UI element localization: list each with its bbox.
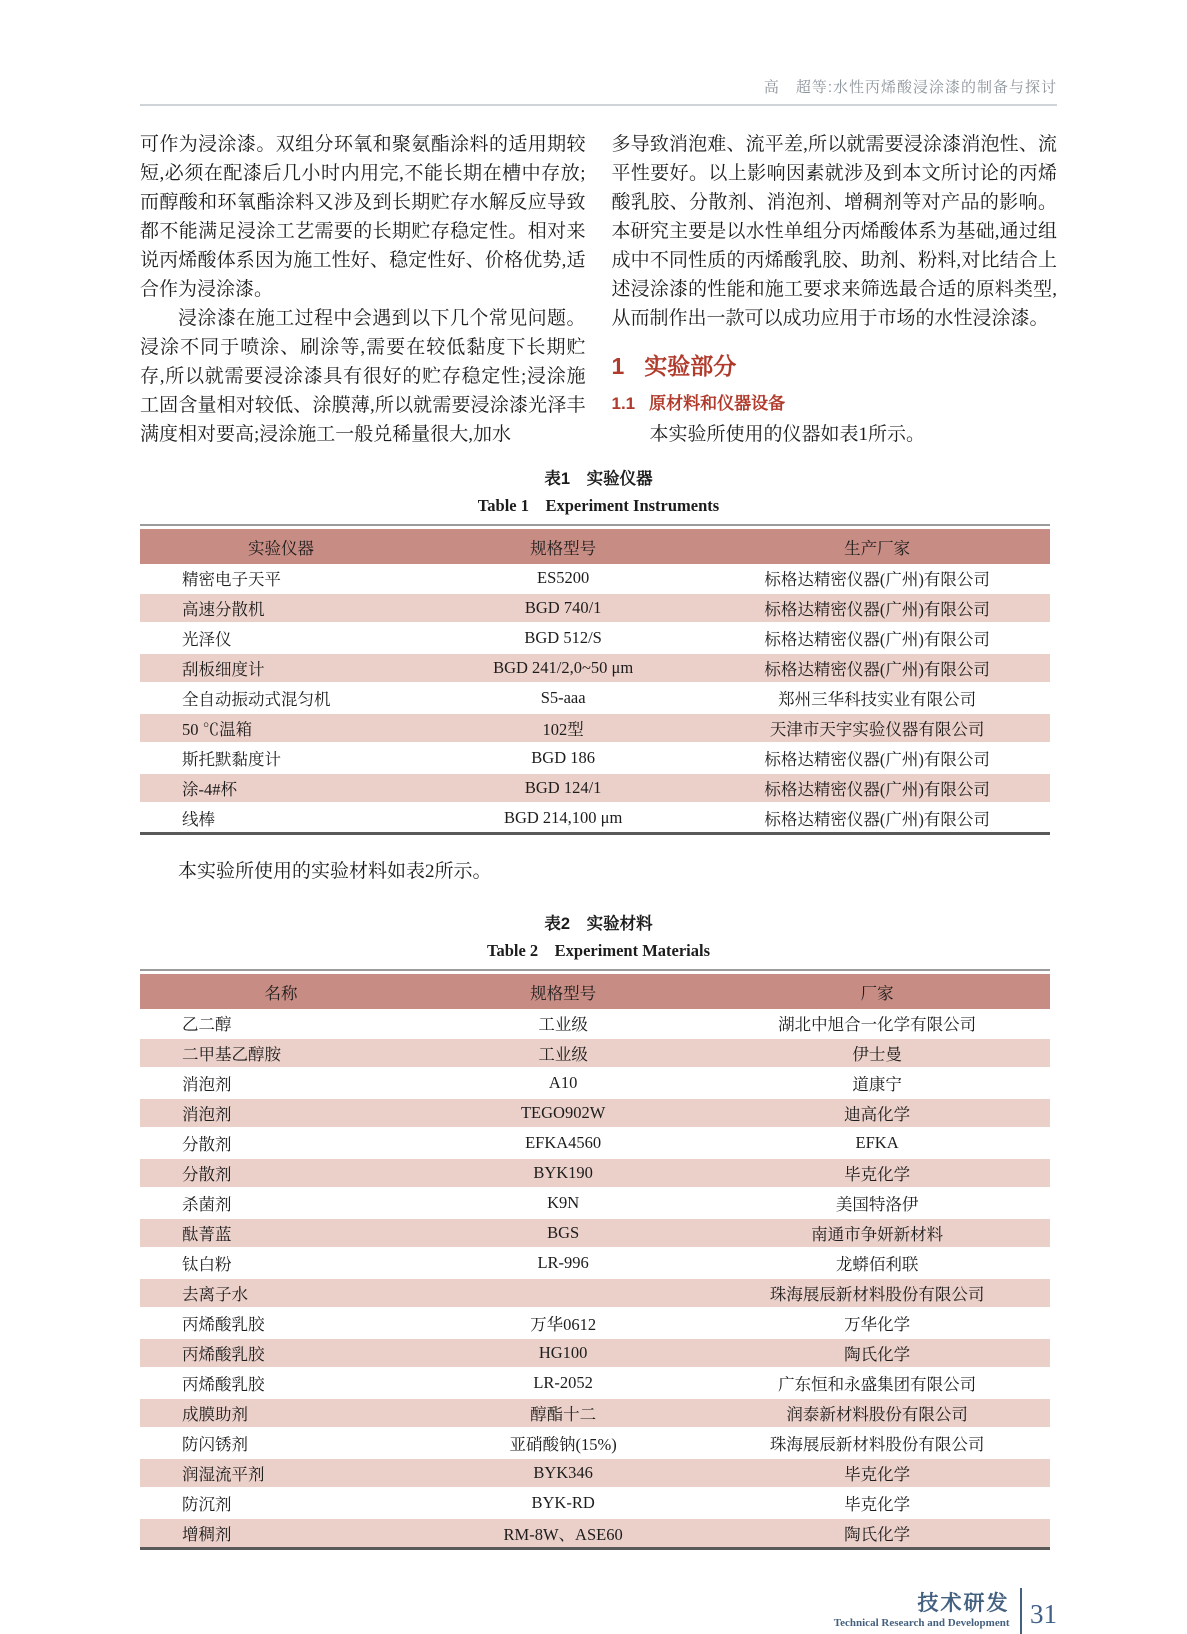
table-cell: 全自动振动式混匀机	[182, 690, 331, 709]
materials-table	[140, 974, 1050, 1550]
left-column	[140, 130, 586, 449]
table-cell: 防闪锈剂	[182, 1435, 248, 1454]
table-cell: 标格达精密仪器(广州)有限公司	[764, 570, 990, 589]
table-cell: 毕克化学	[844, 1495, 911, 1514]
table-cell: BGD 241/2,0~50 μm	[493, 658, 634, 677]
table-row	[140, 653, 1050, 683]
page-footer	[140, 1588, 1057, 1634]
column-header: 规格型号	[422, 529, 704, 564]
table-cell: 消泡剂	[182, 1105, 232, 1124]
table-cell: 标格达精密仪器(广州)有限公司	[764, 780, 990, 799]
footer-section-cn: 技术研发	[917, 1592, 1010, 1615]
table-cell: 分散剂	[182, 1135, 232, 1154]
table-cell: 光泽仪	[182, 630, 232, 649]
table-cell: 标格达精密仪器(广州)有限公司	[764, 660, 990, 679]
table-cell: 工业级	[538, 1015, 588, 1034]
table-cell: 标格达精密仪器(广州)有限公司	[764, 630, 990, 649]
subsection-heading	[612, 389, 1058, 414]
table-row	[140, 1218, 1050, 1248]
table-cell: 消泡剂	[182, 1075, 232, 1094]
table-cell: LR-996	[537, 1253, 589, 1272]
table-row	[140, 683, 1050, 713]
table-cell: 龙蟒佰利联	[835, 1255, 919, 1274]
table-row	[140, 713, 1050, 743]
table2-wrap	[140, 969, 1050, 1550]
table-cell: K9N	[547, 1193, 580, 1212]
table-cell: 标格达精密仪器(广州)有限公司	[764, 810, 990, 829]
table-cell: 50 ℃温箱	[182, 720, 253, 739]
table-cell: EFKA	[855, 1133, 899, 1152]
table-cell: 润泰新材料股份有限公司	[786, 1405, 968, 1424]
table-row	[140, 1128, 1050, 1158]
table-row	[140, 1338, 1050, 1368]
table-cell: 珠海展辰新材料股份有限公司	[769, 1435, 985, 1454]
table1-wrap	[140, 524, 1050, 835]
table-cell: 天津市天宇实验仪器有限公司	[769, 720, 985, 739]
table-row	[140, 1518, 1050, 1549]
table-cell: ES5200	[537, 568, 590, 587]
table-cell: 美国特洛伊	[835, 1195, 919, 1214]
table-row	[140, 1248, 1050, 1278]
table-cell: 酞菁蓝	[182, 1225, 232, 1244]
table-cell: 醇酯十二	[530, 1405, 597, 1424]
table-cell: 南通市争妍新材料	[811, 1225, 944, 1244]
table-cell: 增稠剂	[182, 1525, 232, 1544]
table-cell: 杀菌剂	[182, 1195, 232, 1214]
table-cell: 万华0612	[530, 1315, 597, 1334]
running-head-text: 高 超等:水性丙烯酸浸涂漆的制备与探讨	[763, 79, 1057, 96]
table-cell: 去离子水	[182, 1285, 248, 1304]
two-column-body	[140, 130, 1057, 449]
table-cell: 斯托默黏度计	[182, 750, 281, 769]
table-cell: 刮板细度计	[182, 660, 265, 679]
table-cell: 标格达精密仪器(广州)有限公司	[764, 600, 990, 619]
section-number: 1	[611, 353, 625, 379]
table-cell: BGD 740/1	[524, 598, 602, 617]
table-cell: 线棒	[182, 810, 215, 829]
table-cell: A10	[548, 1073, 578, 1092]
table-cell: TEGO902W	[520, 1103, 606, 1122]
table-cell: 分散剂	[182, 1165, 232, 1184]
column-header: 生产厂家	[704, 529, 1050, 564]
table-cell: 陶氏化学	[844, 1345, 911, 1364]
table-cell: 丙烯酸乳胶	[182, 1375, 265, 1394]
footer-section-en: Technical Research and Development	[833, 1617, 1010, 1629]
table-cell: 标格达精密仪器(广州)有限公司	[764, 750, 990, 769]
body-paragraph: 多导致消泡难、流平差,所以就需要浸涂漆消泡性、流平性要好。以上影响因素就涉及到本文所讨论的丙烯酸乳胶、分散剂、消泡剂、增稠剂等对产品的影响。本研究主要是以水性单组分丙烯酸体系为基础,通过组成中不同性质的丙烯酸乳胶、助剂、粉料,对比结合上述浸涂漆的性能和施工要求来筛选最合适的原料类型,从而制作出一款可以成功应用于市场的水性浸涂漆。	[611, 134, 1057, 329]
page-number: 31	[1030, 1598, 1057, 1629]
column-header: 名称	[140, 974, 422, 1009]
table-cell: 精密电子天平	[182, 570, 281, 589]
table-cell: 湖北中旭合一化学有限公司	[778, 1015, 977, 1034]
table-cell: 钛白粉	[182, 1255, 232, 1274]
table-cell	[422, 1278, 704, 1308]
table-row	[140, 743, 1050, 773]
table1-caption-en: Table 1 Experiment Instruments	[477, 496, 720, 515]
table-row	[140, 1158, 1050, 1188]
table-header-row	[140, 529, 1050, 564]
table-row	[140, 1188, 1050, 1218]
table-cell: 广东恒和永盛集团有限公司	[778, 1375, 977, 1394]
instruments-table	[140, 529, 1050, 835]
table-cell: 万华化学	[844, 1315, 911, 1334]
table-cell: 高速分散机	[182, 600, 265, 619]
body-paragraph: 本实验所使用的实验材料如表2所示。	[178, 861, 492, 882]
column-header: 厂家	[704, 974, 1050, 1009]
table-cell: 亚硝酸钠(15%)	[509, 1435, 617, 1454]
table-cell: EFKA4560	[525, 1133, 602, 1152]
table-row	[140, 1068, 1050, 1098]
table-cell: BGD 512/S	[524, 628, 602, 647]
table-row	[140, 1368, 1050, 1398]
table-cell: BGD 186	[531, 748, 595, 767]
table-cell: 二甲基乙醇胺	[182, 1045, 281, 1064]
footer-divider	[1020, 1588, 1023, 1634]
table-cell: 道康宁	[852, 1075, 902, 1094]
footer-section-name	[834, 1592, 1010, 1630]
table-row	[140, 564, 1050, 593]
table-cell: 珠海展辰新材料股份有限公司	[769, 1285, 985, 1304]
table-cell: BYK-RD	[531, 1493, 595, 1512]
table-cell: 乙二醇	[182, 1015, 232, 1034]
table-cell: BGD 214,100 μm	[503, 808, 623, 827]
table-row	[140, 1458, 1050, 1488]
running-head	[140, 0, 1057, 106]
column-header: 规格型号	[422, 974, 704, 1009]
table-row	[140, 623, 1050, 653]
subsection-title: 原材料和仪器设备	[649, 394, 786, 413]
table-row	[140, 1488, 1050, 1518]
body-paragraph: 本实验所使用的仪器如表1所示。	[649, 424, 926, 445]
table1-caption-cn: 表1 实验仪器	[544, 470, 653, 488]
table-cell: RM-8W、ASE60	[503, 1525, 623, 1544]
table-cell: 防沉剂	[182, 1495, 232, 1514]
table-row	[140, 1308, 1050, 1338]
table-cell: 毕克化学	[844, 1465, 911, 1484]
table-cell: 工业级	[538, 1045, 588, 1064]
right-column	[612, 130, 1058, 449]
section-title: 实验部分	[644, 353, 737, 379]
table-cell: BYK346	[533, 1463, 593, 1482]
table-cell: 丙烯酸乳胶	[182, 1315, 265, 1334]
table-cell: 迪高化学	[844, 1105, 911, 1124]
table-row	[140, 803, 1050, 834]
table2-block	[140, 910, 1057, 1550]
table-row	[140, 1009, 1050, 1038]
table-cell: HG100	[538, 1343, 588, 1362]
table-cell: LR-2052	[533, 1373, 593, 1392]
column-header: 实验仪器	[140, 529, 422, 564]
table-row	[140, 1098, 1050, 1128]
table-header-row	[140, 974, 1050, 1009]
table-cell: 伊士曼	[852, 1045, 902, 1064]
table1-block	[140, 465, 1057, 835]
table-cell: 102型	[542, 720, 584, 739]
table-cell: 毕克化学	[844, 1165, 911, 1184]
table2-caption-cn: 表2 实验材料	[544, 915, 653, 933]
table-cell: BYK190	[533, 1163, 593, 1182]
body-paragraph: 浸涂漆在施工过程中会遇到以下几个常见问题。浸涂不同于喷涂、刷涂等,需要在较低黏度下长期贮存,所以就需要浸涂漆具有很好的贮存稳定性;浸涂施工固含量相对较低、涂膜薄,所以就需要浸涂漆光泽丰满度相对要高;浸涂施工一般兑稀量很大,加水	[140, 308, 586, 445]
table-row	[140, 1428, 1050, 1458]
table-row	[140, 1278, 1050, 1308]
body-paragraph: 可作为浸涂漆。双组分环氧和聚氨酯涂料的适用期较短,必须在配漆后几小时内用完,不能长期在槽中存放;而醇酸和环氧酯涂料又涉及到长期贮存水解反应导致都不能满足浸涂工艺需要的长期贮存稳定性。相对来说丙烯酸体系因为施工性好、稳定性好、价格优势,适合作为浸涂漆。	[140, 134, 586, 300]
table-cell: BGD 124/1	[524, 778, 602, 797]
table-cell: 涂-4#杯	[182, 780, 237, 799]
table-row	[140, 773, 1050, 803]
table-cell: S5-aaa	[540, 688, 586, 707]
subsection-number: 1.1	[611, 394, 636, 413]
table-row	[140, 593, 1050, 623]
table-cell: 丙烯酸乳胶	[182, 1345, 265, 1364]
section-heading	[612, 348, 1058, 381]
table-cell: 陶氏化学	[844, 1525, 911, 1544]
table-cell: 成膜助剂	[182, 1405, 248, 1424]
table2-caption-en: Table 2 Experiment Materials	[486, 941, 711, 960]
table-cell: BGS	[547, 1223, 580, 1242]
table-cell: 郑州三华科技实业有限公司	[778, 690, 977, 709]
table-cell: 润湿流平剂	[182, 1465, 265, 1484]
table-row	[140, 1038, 1050, 1068]
table-row	[140, 1398, 1050, 1428]
